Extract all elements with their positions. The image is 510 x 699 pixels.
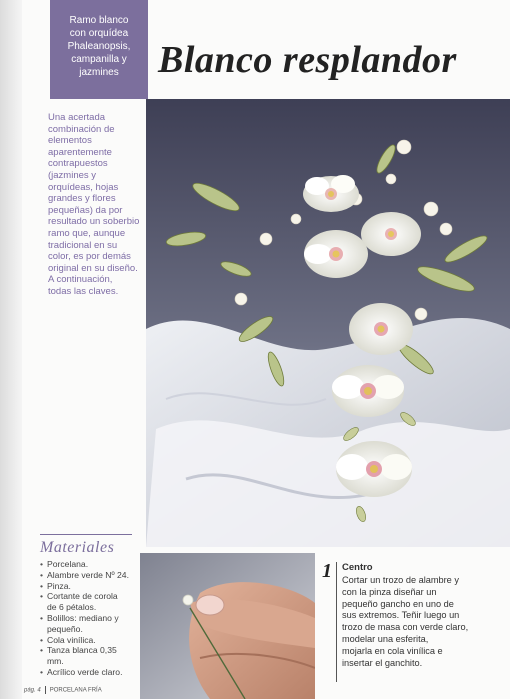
materials-title: Materiales xyxy=(40,539,115,556)
materials-list xyxy=(40,559,132,678)
subtitle-line: Ramo blanco xyxy=(69,15,129,26)
intro-line: todas las claves. xyxy=(48,285,119,297)
step-line: pequeño gancho en uno de xyxy=(342,598,454,609)
page-edge-shadow xyxy=(0,0,22,699)
materials-rule xyxy=(40,534,132,535)
materials-item-line: Tanza blanca 0,35 mm. xyxy=(47,645,117,667)
intro-paragraph xyxy=(48,112,140,298)
step-line: trozo de masa con verde claro, xyxy=(342,622,469,633)
intro-line: Una acertada xyxy=(48,112,106,123)
intro-line: orquídeas, hojas xyxy=(48,181,119,193)
step-line: con la pinza diseñar un xyxy=(342,586,437,597)
subtitle-box xyxy=(50,0,148,99)
step-text xyxy=(342,575,474,669)
materials-item xyxy=(40,591,132,613)
materials-item xyxy=(40,635,132,646)
intro-line: combinación de xyxy=(48,123,115,135)
step-line: sus extremos. Teñir luego un xyxy=(342,610,460,621)
step-line: mojarla en cola vinílica e xyxy=(342,645,443,656)
materials-item xyxy=(40,645,132,667)
materials-item xyxy=(40,559,132,570)
step-line: Cortar un trozo de alambre y xyxy=(342,575,459,585)
page-title: Blanco resplandor xyxy=(158,39,457,81)
subtitle-line: Phaleanopsis, xyxy=(67,41,131,52)
materials-item-line: Alambre verde Nº 24. xyxy=(47,569,129,580)
page-footer xyxy=(24,686,102,694)
subtitle-line: campanilla y xyxy=(71,54,127,65)
intro-line: aparentemente xyxy=(48,146,112,158)
intro-line: grandes y flores xyxy=(48,193,116,205)
intro-line: elementos xyxy=(48,135,92,147)
materials-item-line: de 6 pétalos. xyxy=(47,602,97,613)
bouquet-photo xyxy=(146,99,510,547)
step-number: 1 xyxy=(322,560,332,582)
materials-item xyxy=(40,570,132,581)
intro-line: original en su diseño. xyxy=(48,262,138,274)
subtitle-line: con orquídea xyxy=(69,28,129,39)
intro-line: A continuación, xyxy=(48,274,113,286)
step-line: insertar el ganchito. xyxy=(342,657,423,668)
materials-box xyxy=(40,534,132,678)
materials-item xyxy=(40,667,132,678)
materials-item-line: Pinza. xyxy=(47,580,71,591)
intro-line: pequeñas) da por xyxy=(48,204,123,216)
publication-name: PORCELANA FRÍA xyxy=(49,687,102,694)
materials-item-line: Acrílico verde claro. xyxy=(47,666,123,677)
materials-item-line: Bolillos: mediano y xyxy=(47,612,119,623)
page-number: pág. 4 xyxy=(24,687,41,694)
materials-item-line: Porcelana. xyxy=(47,559,89,569)
step-photo xyxy=(140,553,315,699)
footer-separator xyxy=(45,686,46,694)
intro-line: ramo que, aunque xyxy=(48,227,126,239)
subtitle-line: jazmines xyxy=(79,67,119,78)
intro-line: tradicional en su xyxy=(48,239,118,251)
step-line: modelar una esferita, xyxy=(342,633,429,644)
intro-line: color, es por demás xyxy=(48,251,131,263)
materials-item xyxy=(40,613,132,635)
materials-item-line: Cortante de corola xyxy=(47,591,118,602)
intro-line: (jazmines y xyxy=(48,169,97,181)
step-divider xyxy=(336,562,337,682)
intro-line: resultado un soberbio xyxy=(48,216,140,228)
materials-item-line: Cola vinílica. xyxy=(47,634,96,645)
materials-item-line: pequeño. xyxy=(47,623,83,634)
intro-line: contrapuestos xyxy=(48,158,108,170)
step-title: Centro xyxy=(342,562,373,573)
materials-item xyxy=(40,581,132,592)
